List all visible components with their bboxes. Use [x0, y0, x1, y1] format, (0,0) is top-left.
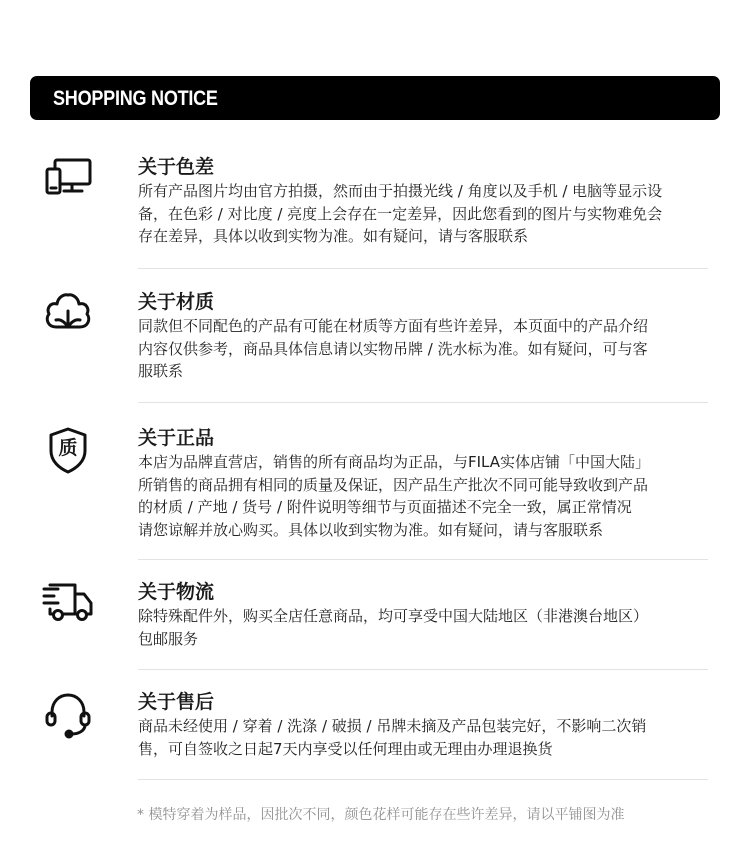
- body-line: 请您谅解并放心购买。具体以收到实物为准。如有疑问，请与客服联系: [138, 520, 604, 539]
- quality-shield-glyph: 质: [58, 437, 78, 459]
- headset-icon: [42, 688, 94, 740]
- body-line: 售，可自签收之日起7天内享受以任何理由或无理由办理退换货: [138, 739, 553, 758]
- section-body: [138, 451, 710, 541]
- section-title: 关于正品: [138, 427, 215, 449]
- section-divider: [138, 669, 708, 670]
- section-divider: [138, 779, 708, 780]
- footnote: * 模特穿着为样品，因批次不同，颜色花样可能存在些许差异，请以平铺图为准: [137, 807, 625, 823]
- section-body: [138, 715, 710, 760]
- body-line: 所有产品图片均由官方拍摄，然而由于拍摄光线 / 角度以及手机 / 电脑等显示设: [138, 182, 663, 200]
- body-line: 商品未经使用 / 穿着 / 洗涤 / 破损 / 吊牌未摘及产品包装完好，不影响二次销: [138, 717, 647, 735]
- quality-shield-icon: [42, 424, 94, 476]
- section-body: [138, 180, 710, 248]
- section-divider: [138, 559, 708, 560]
- section-title: 关于物流: [138, 581, 215, 603]
- header-bar: [30, 76, 720, 120]
- body-line: 本店为品牌直营店，销售的所有商品均为正品，与FILA实体店铺「中国大陆」: [138, 453, 651, 471]
- body-line: 服联系: [138, 362, 184, 380]
- section-body: [138, 605, 710, 650]
- body-line: 内容仅供参考，商品具体信息请以实物吊牌 / 洗水标为准。如有疑问，可与客: [138, 339, 648, 358]
- section-body: [138, 315, 710, 383]
- section-divider: [138, 268, 708, 269]
- devices-icon: [42, 154, 94, 206]
- section-title: 关于售后: [138, 691, 215, 713]
- body-line: 同款但不同配色的产品有可能在材质等方面有些许差异，本页面中的产品介绍: [138, 317, 649, 335]
- body-line: 所销售的商品拥有相同的质量及保证，因产品生产批次不同可能导致收到产品: [138, 475, 649, 494]
- cotton-icon: [42, 287, 94, 339]
- section-title: 关于色差: [138, 156, 215, 178]
- section-divider: [138, 402, 708, 403]
- body-line: 除特殊配件外，购买全店任意商品，均可享受中国大陆地区（非港澳台地区）: [138, 607, 649, 625]
- section-title: 关于材质: [138, 291, 215, 313]
- body-line: 包邮服务: [138, 629, 199, 648]
- body-line: 备，在色彩 / 对比度 / 亮度上会存在一定差异，因此您看到的图片与实物难免会: [138, 204, 663, 223]
- body-line: 的材质 / 产地 / 货号 / 附件说明等细节与页面描述不完全一致，属正常情况: [138, 498, 632, 516]
- delivery-truck-icon: [42, 576, 94, 628]
- body-line: 存在差异，具体以收到实物为准。如有疑问，请与客服联系: [138, 227, 529, 245]
- header-title: SHOPPING NOTICE: [53, 87, 218, 110]
